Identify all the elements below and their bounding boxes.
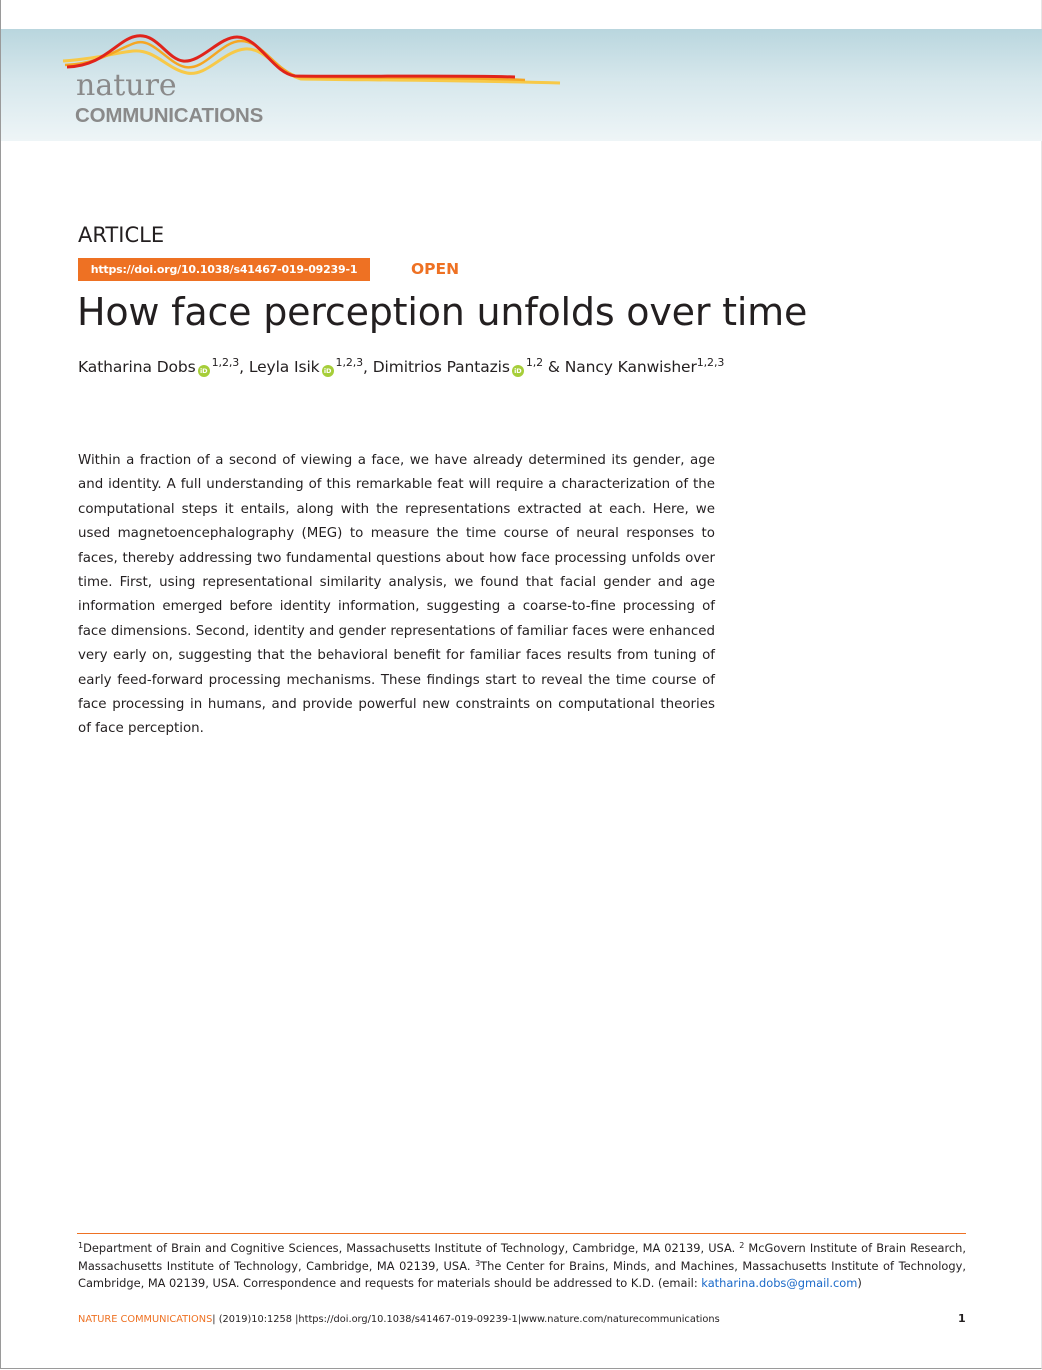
logo-wordmark-communications: COMMUNICATIONS [75, 104, 264, 127]
author-affiliation-marks: 1,2,3 [335, 356, 364, 369]
author-separator: , [239, 358, 249, 376]
doi-link[interactable]: https://doi.org/10.1038/s41467-019-09239-1 [78, 258, 370, 281]
running-footer [78, 1312, 720, 1328]
affiliation-2: McGovern Institute of Brain Research, Massachusetts Institute of Technology, Cambridge, MA 02139, USA. [78, 1241, 966, 1273]
author-separator: , [363, 358, 373, 376]
open-access-label: OPEN [411, 260, 460, 278]
affiliations-footnote [78, 1240, 966, 1293]
orcid-icon[interactable]: iD [198, 365, 210, 377]
affiliation-mark: 1 [78, 1241, 84, 1250]
footer-citation[interactable]: | (2019)10:1258 |https://doi.org/10.1038/s41467-019-09239-1|www.nature.com/naturecommunications [212, 1314, 720, 1325]
author-affiliation-marks: 1,2 [525, 356, 544, 369]
orcid-icon[interactable]: iD [322, 365, 334, 377]
author-affiliation-marks: 1,2,3 [211, 356, 240, 369]
article-type-label: ARTICLE [78, 223, 165, 247]
author-name[interactable]: Katharina Dobs [78, 358, 196, 376]
correspondence-email-link[interactable]: katharina.dobs@gmail.com [701, 1276, 858, 1291]
affiliation-1: Department of Brain and Cognitive Sciences, Massachusetts Institute of Technology, Cambridge, MA 02139, USA. [83, 1241, 736, 1255]
page-number: 1 [958, 1312, 966, 1325]
affiliation-3: The Center for Brains, Minds, and Machines, Massachusetts Institute of Technology, Cambridge, MA 02139, USA. [78, 1258, 966, 1291]
author-list [78, 354, 724, 380]
affiliation-mark: 3 [475, 1258, 481, 1268]
author-name[interactable]: Dimitrios Pantazis [372, 358, 510, 376]
journal-logo[interactable] [55, 33, 565, 133]
correspondence-close: ) [857, 1276, 862, 1291]
author-separator: & [543, 358, 565, 376]
author-affiliation-marks: 1,2,3 [696, 356, 725, 369]
correspondence-note: Correspondence and requests for materials should be addressed to K.D. (email: [243, 1276, 698, 1291]
footer-journal-name: NATURE COMMUNICATIONS [78, 1314, 213, 1325]
logo-wordmark-nature: nature [76, 68, 177, 103]
article-title: How face perception unfolds over time [77, 290, 808, 334]
abstract-text: Within a fraction of a second of viewing a face, we have already determined its gender, age and identity. A full understanding of this remarkable feat will require a characterization of the computational steps it entails, along with the representations extracted at each. Here, we used magnetoencephalography (MEG) to measure the time course of neural responses to faces, thereby addressing two fundamental questions about how face processing unfolds over time. First, using representational similarity analysis, we found that facial gender and age information emerged before identity information, suggesting a coarse-to-fine processing of face dimensions. Second, identity and gender representations of familiar faces were enhanced very early on, suggesting that the behavioral benefit for familiar faces results from tuning of early feed-forward processing mechanisms. These findings start to reveal the time course of face processing in humans, and provide powerful new constraints on computational theories of face perception. [78, 453, 715, 737]
affiliation-mark: 2 [739, 1241, 745, 1250]
author-name[interactable]: Nancy Kanwisher [564, 358, 697, 376]
author-name[interactable]: Leyla Isik [248, 358, 320, 376]
footnote-divider [77, 1233, 966, 1234]
orcid-icon[interactable]: iD [512, 365, 524, 377]
